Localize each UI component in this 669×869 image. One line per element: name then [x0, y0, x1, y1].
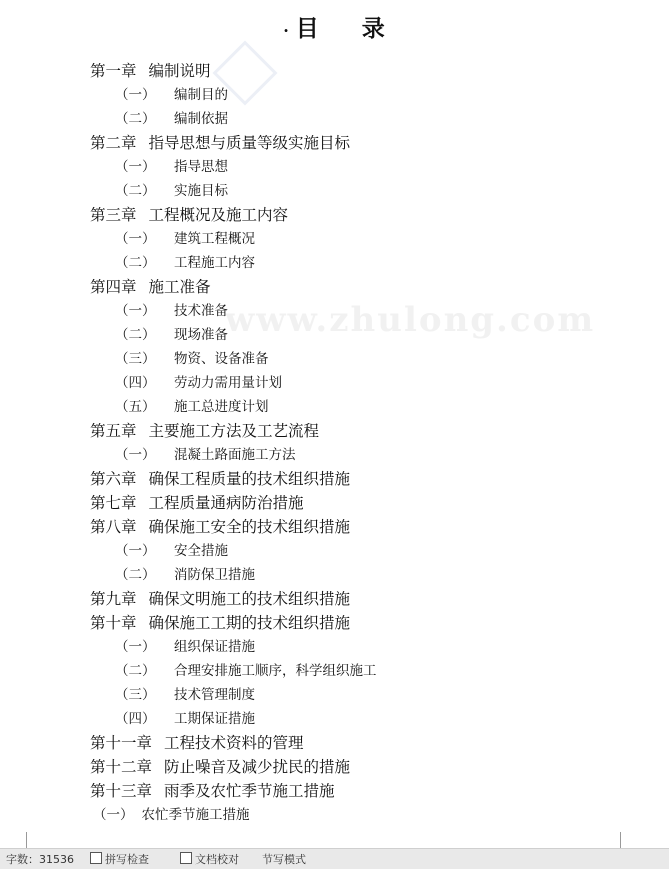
toc-entry-text: 指导思想: [174, 159, 228, 175]
document-check-icon: [180, 852, 192, 864]
toc-entry-number: （一）: [115, 159, 156, 175]
toc-section-entry[interactable]: [115, 228, 255, 250]
toc-entry-text: 确保文明施工的技术组织措施: [148, 590, 351, 608]
toc-chapter-entry[interactable]: [90, 60, 211, 82]
toc-entry-text: 雨季及农忙季节施工措施: [164, 782, 335, 800]
doc-check-button[interactable]: [180, 852, 239, 867]
toc-chapter-entry[interactable]: [90, 588, 350, 610]
toc-entry-number: 第一章: [90, 62, 137, 80]
toc-entry-number: （一）: [93, 807, 134, 823]
toc-entry-number: （一）: [115, 231, 156, 247]
toc-entry-text: 防止噪音及减少扰民的措施: [164, 758, 351, 776]
toc-entry-number: 第二章: [90, 134, 137, 152]
crop-mark: [620, 832, 637, 848]
toc-section-entry[interactable]: [115, 564, 255, 586]
toc-entry-text: 合理安排施工顺序，科学组织施工: [174, 663, 377, 679]
toc-entry-number: 第八章: [90, 518, 137, 536]
toc-section-entry[interactable]: [115, 180, 228, 202]
title-mark: ·: [283, 20, 290, 40]
toc-entry-number: （四）: [115, 375, 156, 391]
toc-entry-number: （一）: [115, 639, 156, 655]
toc-chapter-entry[interactable]: [90, 780, 335, 802]
toc-section-entry[interactable]: [115, 684, 255, 706]
toc-entry-text: 指导思想与质量等级实施目标: [148, 134, 351, 152]
word-count[interactable]: 字数：31536: [6, 853, 74, 866]
toc-entry-number: 第三章: [90, 206, 137, 224]
toc-chapter-entry[interactable]: [90, 468, 350, 490]
toc-section-entry[interactable]: [115, 636, 255, 658]
toc-chapter-entry[interactable]: [90, 132, 350, 154]
toc-entry-text: 工程技术资料的管理: [164, 734, 304, 752]
toc-entry-text: 编制依据: [174, 111, 228, 127]
toc-entry-text: 混凝土路面施工方法: [174, 447, 296, 463]
toc-entry-number: （二）: [115, 111, 156, 127]
toc-section-entry[interactable]: [93, 804, 250, 826]
toc-entry-text: 确保施工工期的技术组织措施: [148, 614, 351, 632]
status-bar: [0, 848, 669, 869]
toc-section-entry[interactable]: [115, 444, 296, 466]
toc-chapter-entry[interactable]: [90, 420, 319, 442]
toc-entry-text: 组织保证措施: [174, 639, 255, 655]
toc-section-entry[interactable]: [115, 156, 228, 178]
toc-entry-number: （二）: [115, 567, 156, 583]
toc-section-entry[interactable]: [115, 396, 269, 418]
toc-entry-text: 工程质量通病防治措施: [148, 494, 304, 512]
toc-entry-number: （二）: [115, 255, 156, 271]
watermark-text: www.zhulong.com: [225, 300, 596, 340]
toc-chapter-entry[interactable]: [90, 204, 288, 226]
toc-entry-text: 施工准备: [148, 278, 211, 296]
toc-entry-number: 第六章: [90, 470, 137, 488]
toc-entry-text: 劳动力需用量计划: [174, 375, 282, 391]
toc-section-entry[interactable]: [115, 372, 282, 394]
toc-entry-text: 安全措施: [174, 543, 228, 559]
toc-entry-number: （五）: [115, 399, 156, 415]
toc-entry-text: 编制说明: [148, 62, 211, 80]
toc-entry-text: 技术准备: [174, 303, 228, 319]
doc-check-label: 文档校对: [195, 853, 239, 866]
toc-entry-number: 第十二章: [90, 758, 153, 776]
mode-indicator[interactable]: 节写模式: [262, 853, 306, 866]
toc-entry-number: 第十一章: [90, 734, 153, 752]
toc-section-entry[interactable]: [115, 300, 228, 322]
toc-entry-number: （一）: [115, 303, 156, 319]
toc-entry-number: （四）: [115, 711, 156, 727]
toc-entry-number: 第四章: [90, 278, 137, 296]
title-char-right: 录: [361, 15, 386, 42]
toc-chapter-entry[interactable]: [90, 732, 304, 754]
toc-entry-text: 物资、设备准备: [174, 351, 269, 367]
toc-section-entry[interactable]: [115, 108, 228, 130]
toc-chapter-entry[interactable]: [90, 516, 350, 538]
toc-entry-text: 主要施工方法及工艺流程: [148, 422, 320, 440]
toc-entry-text: 工期保证措施: [174, 711, 255, 727]
toc-chapter-entry[interactable]: [90, 756, 350, 778]
spell-check-toggle[interactable]: [90, 852, 149, 867]
toc-entry-number: （二）: [115, 327, 156, 343]
toc-entry-number: （一）: [115, 87, 156, 103]
toc-entry-number: 第五章: [90, 422, 137, 440]
toc-entry-text: 确保施工安全的技术组织措施: [148, 518, 351, 536]
toc-section-entry[interactable]: [115, 252, 255, 274]
toc-section-entry[interactable]: [115, 324, 228, 346]
page-title: [0, 10, 669, 43]
toc-entry-text: 工程施工内容: [174, 255, 255, 271]
toc-entry-number: 第九章: [90, 590, 137, 608]
toc-chapter-entry[interactable]: [90, 612, 350, 634]
toc-entry-number: （三）: [115, 351, 156, 367]
checkbox-icon: [90, 852, 102, 864]
toc-entry-text: 农忙季节施工措施: [141, 807, 250, 823]
toc-entry-text: 确保工程质量的技术组织措施: [148, 470, 351, 488]
toc-entry-number: 第十章: [90, 614, 137, 632]
toc-entry-number: （二）: [115, 663, 156, 679]
toc-section-entry[interactable]: [115, 348, 269, 370]
toc-entry-text: 工程概况及施工内容: [148, 206, 289, 224]
toc-entry-text: 编制目的: [174, 87, 228, 103]
toc-entry-text: 消防保卫措施: [174, 567, 255, 583]
toc-section-entry[interactable]: [115, 540, 228, 562]
toc-section-entry[interactable]: [115, 660, 377, 682]
toc-entry-number: （一）: [115, 447, 156, 463]
toc-chapter-entry[interactable]: [90, 276, 211, 298]
toc-entry-text: 现场准备: [174, 327, 228, 343]
toc-entry-text: 施工总进度计划: [174, 399, 269, 415]
toc-entry-text: 实施目标: [174, 183, 228, 199]
toc-section-entry[interactable]: [115, 708, 255, 730]
toc-entry-number: 第十三章: [90, 782, 153, 800]
toc-entry-number: （三）: [115, 687, 156, 703]
toc-entry-text: 建筑工程概况: [174, 231, 255, 247]
toc-entry-number: （一）: [115, 543, 156, 559]
toc-chapter-entry[interactable]: [90, 492, 304, 514]
crop-mark: [10, 832, 27, 848]
title-char-left: 目: [295, 15, 320, 42]
toc-section-entry[interactable]: [115, 84, 228, 106]
spell-check-label: 拼写检查: [105, 853, 149, 866]
toc-entry-number: 第七章: [90, 494, 137, 512]
toc-entry-number: （二）: [115, 183, 156, 199]
toc-entry-text: 技术管理制度: [174, 687, 255, 703]
